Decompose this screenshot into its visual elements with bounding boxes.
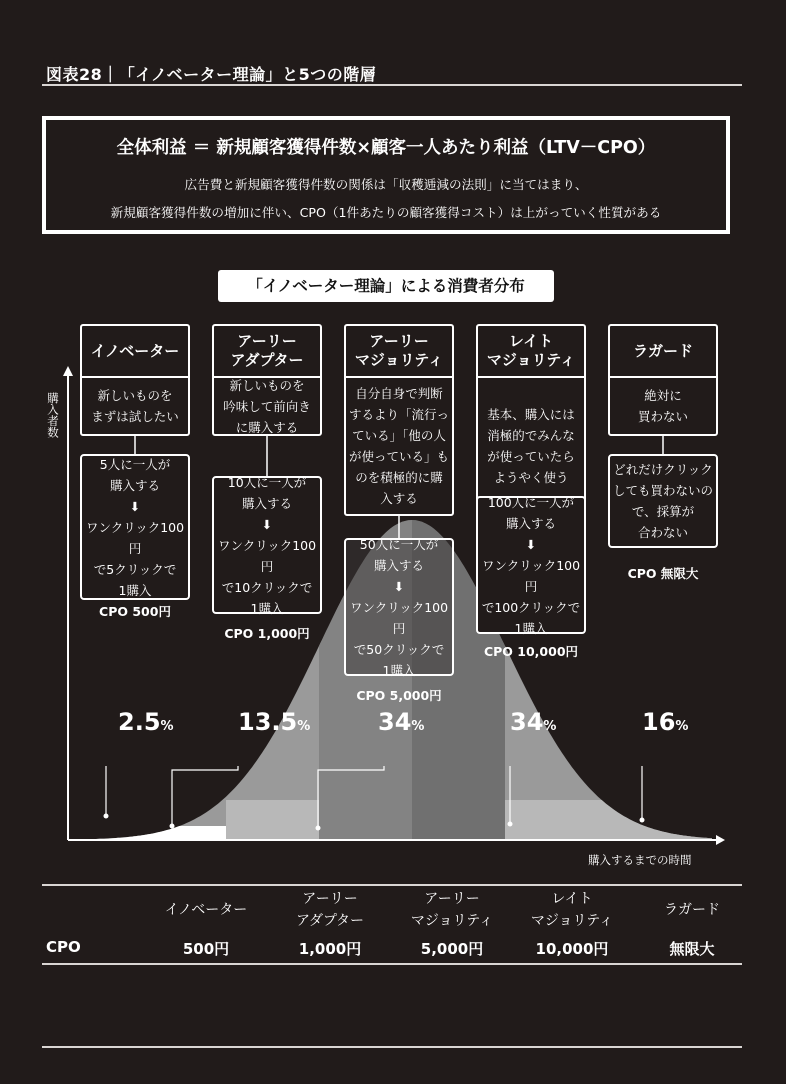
segment-5 [505, 800, 712, 840]
cpo-label: CPO 5,000円 [356, 688, 442, 703]
cpo-label: CPO 10,000円 [483, 644, 579, 659]
table-value: 1,000円 [298, 940, 362, 958]
share-value: 16 [642, 708, 676, 736]
category-description: 新しいものを まずは試したい [91, 388, 179, 424]
share-percentage [378, 708, 424, 736]
share-unit: % [543, 719, 557, 734]
table-header: イノベーター [164, 902, 248, 918]
x-axis-label: 購入するまでの時間 [588, 853, 692, 867]
cpo-label: CPO 500円 [99, 604, 171, 619]
table-header: アーリー マジョリティ [410, 891, 494, 929]
share-percentage [510, 708, 556, 736]
chart-title: 「イノベーター理論」による消費者分布 [218, 270, 554, 302]
category-name: レイト マジョリティ [478, 326, 584, 378]
segment-1 [74, 826, 226, 840]
category-box [80, 324, 190, 436]
purchase-case-box: どれだけクリック しても買わないの で、採算が 合わない [608, 454, 718, 548]
category-description: 絶対に 買わない [637, 388, 688, 424]
table-header: レイト マジョリティ [530, 891, 614, 929]
share-value: 13.5 [238, 708, 298, 736]
category-description: 自分自身で判断 するより「流行っ ている」「他の人 が使っている」も のを積極的に購 入する [349, 386, 450, 506]
bottom-rule [42, 1046, 742, 1048]
y-axis-arrow [63, 366, 73, 376]
purchase-case-box: 5人に一人が 購入する ⬇ ワンクリック100円 で5クリックで 1購入 [80, 454, 190, 600]
share-unit: % [160, 719, 174, 734]
segment-dot [316, 826, 321, 831]
share-percentage [238, 708, 310, 736]
share-unit: % [675, 719, 689, 734]
category-description: 新しいものを 吟味して前向き に購入する [223, 377, 311, 435]
segment-dot [104, 814, 109, 819]
x-axis-arrow [716, 835, 725, 845]
formula-note-2: 新規顧客獲得件数の増加に伴い、CPO（1件あたりの顧客獲得コスト）は上がっていく性質がある [110, 205, 662, 220]
purchase-case-box: 100人に一人が 購入する ⬇ ワンクリック100円 で100クリックで 1購入 [476, 496, 586, 634]
table-value: 5,000円 [420, 940, 484, 958]
cpo-label: CPO 無限大 [627, 566, 699, 581]
table-value: 10,000円 [535, 940, 609, 958]
category-name: ラガード [610, 326, 716, 378]
category-description: 基本、購入には 消極的でみんな が使っていたら ようやく使う [487, 407, 575, 485]
segment-2 [226, 800, 319, 840]
segment-dot [508, 822, 513, 827]
category-box [476, 324, 586, 516]
share-unit: % [297, 719, 311, 734]
category-box [344, 324, 454, 516]
table-row-rule [42, 963, 742, 965]
category-name: アーリー アダプター [214, 326, 320, 378]
share-value: 34 [510, 708, 544, 736]
formula-note-1: 広告費と新規顧客獲得件数の関係は「収穫逓減の法則」に当てはまり、 [184, 177, 588, 192]
table-row-label: CPO [46, 938, 81, 956]
category-box [608, 324, 718, 436]
table-value: 無限大 [669, 940, 715, 958]
table-top-rule [42, 884, 742, 886]
share-unit: % [411, 719, 425, 734]
table-header: ラガード [664, 902, 720, 918]
segment-dot [170, 824, 175, 829]
category-name: イノベーター [82, 326, 188, 378]
figure-title: 図表28｜「イノベーター理論」と5つの階層 [46, 65, 377, 84]
category-name: アーリー マジョリティ [346, 326, 452, 378]
share-percentage [642, 708, 688, 736]
share-percentage [118, 708, 174, 736]
share-value: 2.5 [118, 708, 161, 736]
table-header: アーリー アダプター [295, 891, 365, 929]
cpo-label: CPO 1,000円 [224, 626, 310, 641]
category-box [212, 324, 322, 436]
purchase-case-box: 10人に一人が 購入する ⬇ ワンクリック100円 で10クリックで 1購入 [212, 476, 322, 614]
y-axis-label: 購入者数 [46, 392, 60, 438]
table-value: 500円 [182, 940, 230, 958]
purchase-case-box: 50人に一人が 購入する ⬇ ワンクリック100円 で50クリックで 1購入 [344, 538, 454, 676]
formula-main: 全体利益 ＝ 新規顧客獲得件数×顧客一人あたり利益（LTV－CPO） [116, 138, 656, 158]
segment-dot [640, 818, 645, 823]
share-value: 34 [378, 708, 412, 736]
